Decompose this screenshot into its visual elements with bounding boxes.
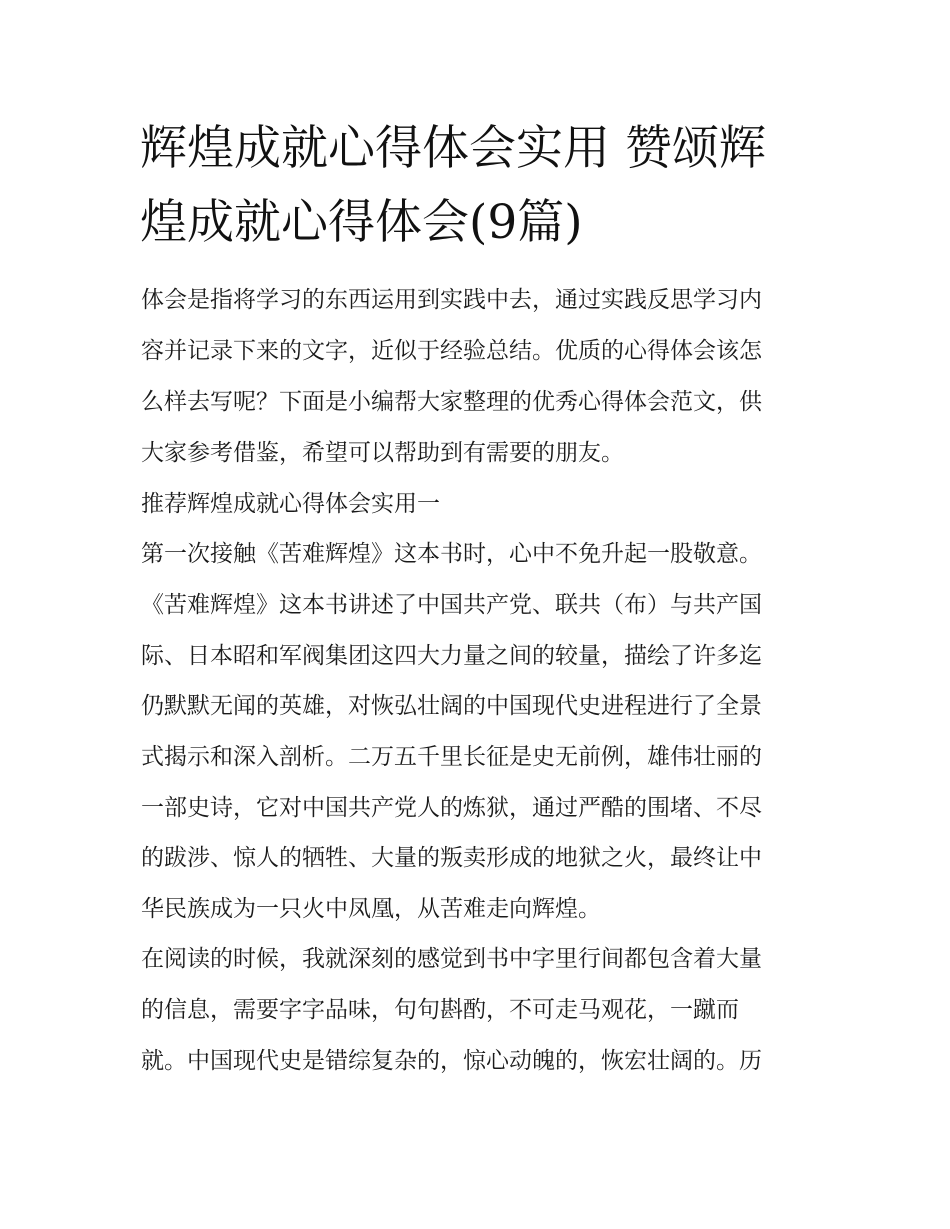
text-line: 的信息，需要字字品味，句句斟酌，不可走马观花，一蹴而 — [141, 997, 739, 1023]
text-line: 式揭示和深入剖析。二万五千里长征是史无前例，雄伟壮丽的 — [141, 744, 762, 770]
text-line: 在阅读的时候，我就深刻的感觉到书中字里行间都包含着大量 — [141, 946, 762, 972]
text-line: 容并记录下来的文字，近似于经验总结。优质的心得体会该怎 — [141, 338, 762, 364]
text-line: 的跋涉、惊人的牺牲、大量的叛卖形成的地狱之火，最终让中 — [141, 845, 762, 871]
text-line: 体会是指将学习的东西运用到实践中去，通过实践反思学习内 — [141, 287, 762, 313]
text-line: 华民族成为一只火中凤凰，从苦难走向辉煌。 — [141, 896, 601, 922]
text-line: 大家参考借鉴，希望可以帮助到有需要的朋友。 — [141, 440, 624, 466]
text-line: 际、日本昭和军阀集团这四大力量之间的较量，描绘了许多迄 — [141, 643, 762, 669]
text-line: 么样去写呢？下面是小编帮大家整理的优秀心得体会范文，供 — [141, 389, 762, 415]
document-title — [140, 112, 820, 260]
text-line: 第一次接触《苦难辉煌》这本书时，心中不免升起一股敬意。 — [141, 541, 762, 567]
text-line: 一部史诗，它对中国共产党人的炼狱，通过严酷的围堵、不尽 — [141, 795, 762, 821]
text-line: 《苦难辉煌》这本书讲述了中国共产党、联共（布）与共产国 — [141, 592, 762, 618]
title-line-2: 煌成就心得体会(9篇) — [140, 195, 583, 250]
section-heading: 推荐辉煌成就心得体会实用一 — [141, 491, 440, 517]
text-line: 就。中国现代史是错综复杂的，惊心动魄的，恢宏壮阔的。历 — [141, 1048, 762, 1074]
text-line: 仍默默无闻的英雄，对恢弘壮阔的中国现代史进程进行了全景 — [141, 693, 762, 719]
title-line-1: 辉煌成就心得体会实用 赞颂辉 — [140, 121, 766, 176]
